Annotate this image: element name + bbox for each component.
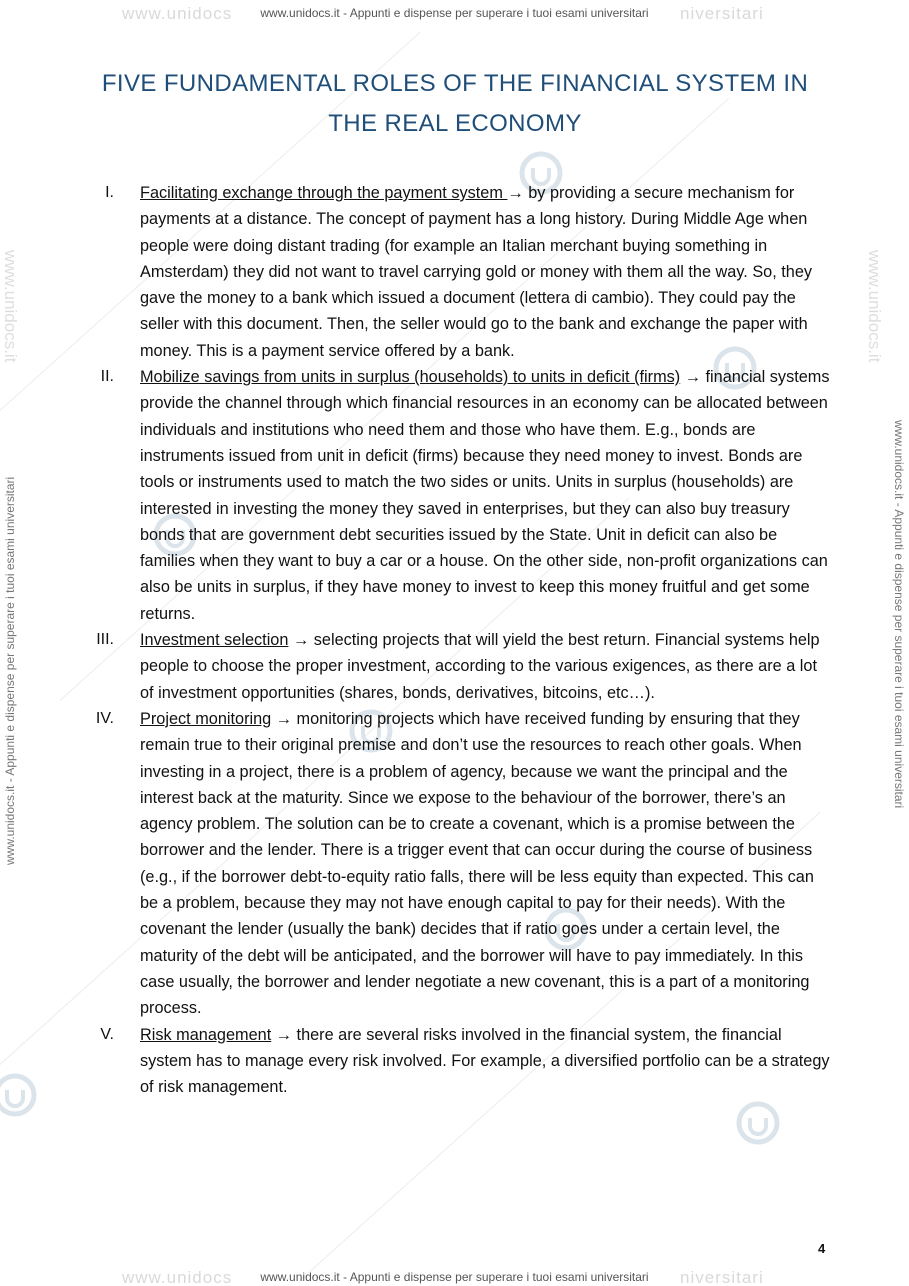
role-description: → financial systems provide the channel through which financial resources in an economy can be allocated between individuals and institutions who need them and those who have them. E.g., bonds are instruments issued from unit in deficit (firms) because they need money to invest. Bonds are tools or instruments used to match the two sides or units. Units in surplus (households) are interested in investing the money they saved in enterprises, but they can also buy treasury bonds that are government debt securities issued by the State. Unit in deficit can also be families when they want to buy a car or a house. On the other side, non-profit organizations can also be units in surplus, if they have money to invest to keep this money fruitful and get some returns. bbox=[140, 368, 830, 623]
role-description: → by providing a secure mechanism for payments at a distance. The concept of payment has a long history. During Middle Age when people were doing distant trading (for example an Italian merchant buying something in Amsterdam) they did not want to travel carrying gold or money with them all the way. So, they gave the money to a bank which issued a document (lettera di cambio). They could pay the seller with this document. Then, the seller would go to the bank and exchange the paper with money. This is a payment service offered by a bank. bbox=[140, 184, 813, 360]
page-title: FIVE FUNDAMENTAL ROLES OF THE FINANCIAL SYSTEM IN THE REAL ECONOMY bbox=[101, 70, 809, 137]
role-description: → selecting projects that will yield the best return. Financial systems help people to choose the proper investment, according to the various exigences, as there are a lot of investment opportunities (shares, bonds, derivatives, bitcoins, etc…). bbox=[140, 631, 820, 702]
list-item bbox=[0, 364, 909, 627]
list-item-content bbox=[140, 627, 830, 706]
watermark-faded-text: www.unidocs bbox=[122, 1268, 233, 1286]
watermark-side-left: www.unidocs.it - Appunti e dispense per superare i tuoi esami universitari bbox=[3, 476, 17, 865]
role-term: Facilitating exchange through the payment system bbox=[140, 184, 508, 202]
list-item-content bbox=[140, 1022, 830, 1101]
list-item-content bbox=[140, 180, 830, 364]
role-description: → there are several risks involved in the financial system, the financial system has to manage every risk involved. For example, a diversified portfolio can be a strategy of risk management. bbox=[140, 1025, 830, 1097]
watermark-faded-text: niversitari bbox=[680, 4, 764, 23]
roman-numeral: II. bbox=[100, 368, 114, 386]
watermark-footer bbox=[0, 1268, 909, 1286]
unidocs-logo-icon bbox=[735, 1100, 781, 1146]
watermark-side-faded-right: www.unidocs.it bbox=[865, 250, 884, 363]
role-term: Project monitoring bbox=[140, 709, 272, 728]
role-term: Risk management bbox=[140, 1025, 272, 1044]
roman-numeral: IV. bbox=[95, 709, 114, 727]
watermark-faded-text: niversitari bbox=[680, 1268, 764, 1286]
role-term: Investment selection bbox=[140, 631, 289, 650]
list-item bbox=[0, 627, 909, 706]
roles-list bbox=[0, 180, 909, 1100]
roman-numeral: V. bbox=[100, 1025, 114, 1043]
role-description: → monitoring projects which have received funding by ensuring that they remain true to their original premise and don’t use the resources to reach other goals. When investing in a project, there is a problem of agency, because we want the principal and the interest back at the maturity. Since we expose to the behaviour of the borrower, there’s an agency problem. The solution can be to create a covenant, which is a promise between the borrower and the lender. There is a trigger event that can occur during the course of business (e.g., if the borrower debt-to-equity ratio falls, there will be less equity than expected. This can be a problem, because they may not have enough capital to pay for their needs). With the covenant the lender (usually the bank) decides that if ratio goes under a certain level, the maturity of the debt will be anticipated, and the borrower will have to pay immediately. In this case usually, the borrower and lender negotiate a new covenant, this is a part of a monitoring process. bbox=[140, 709, 814, 1018]
list-item bbox=[0, 706, 909, 1022]
page-number: 4 bbox=[818, 1241, 826, 1256]
role-term: Mobilize savings from units in surplus (households) to units in deficit (firms) bbox=[140, 368, 681, 387]
watermark-side-right: www.unidocs.it - Appunti e dispense per superare i tuoi esami universitari bbox=[892, 420, 906, 809]
list-item-content bbox=[140, 706, 830, 1022]
watermark-header bbox=[0, 4, 909, 22]
list-item bbox=[0, 180, 909, 364]
list-item bbox=[0, 1022, 909, 1101]
roman-numeral: I. bbox=[105, 184, 114, 201]
watermark-faded-text: www.unidocs bbox=[122, 4, 233, 23]
watermark-text: www.unidocs.it - Appunti e dispense per superare i tuoi esami universitari bbox=[260, 1270, 649, 1284]
watermark-side-faded-left: www.unidocs.it bbox=[1, 250, 20, 363]
roman-numeral: III. bbox=[96, 631, 114, 649]
watermark-text: www.unidocs.it - Appunti e dispense per superare i tuoi esami universitari bbox=[260, 6, 649, 20]
list-item-content bbox=[140, 364, 830, 627]
